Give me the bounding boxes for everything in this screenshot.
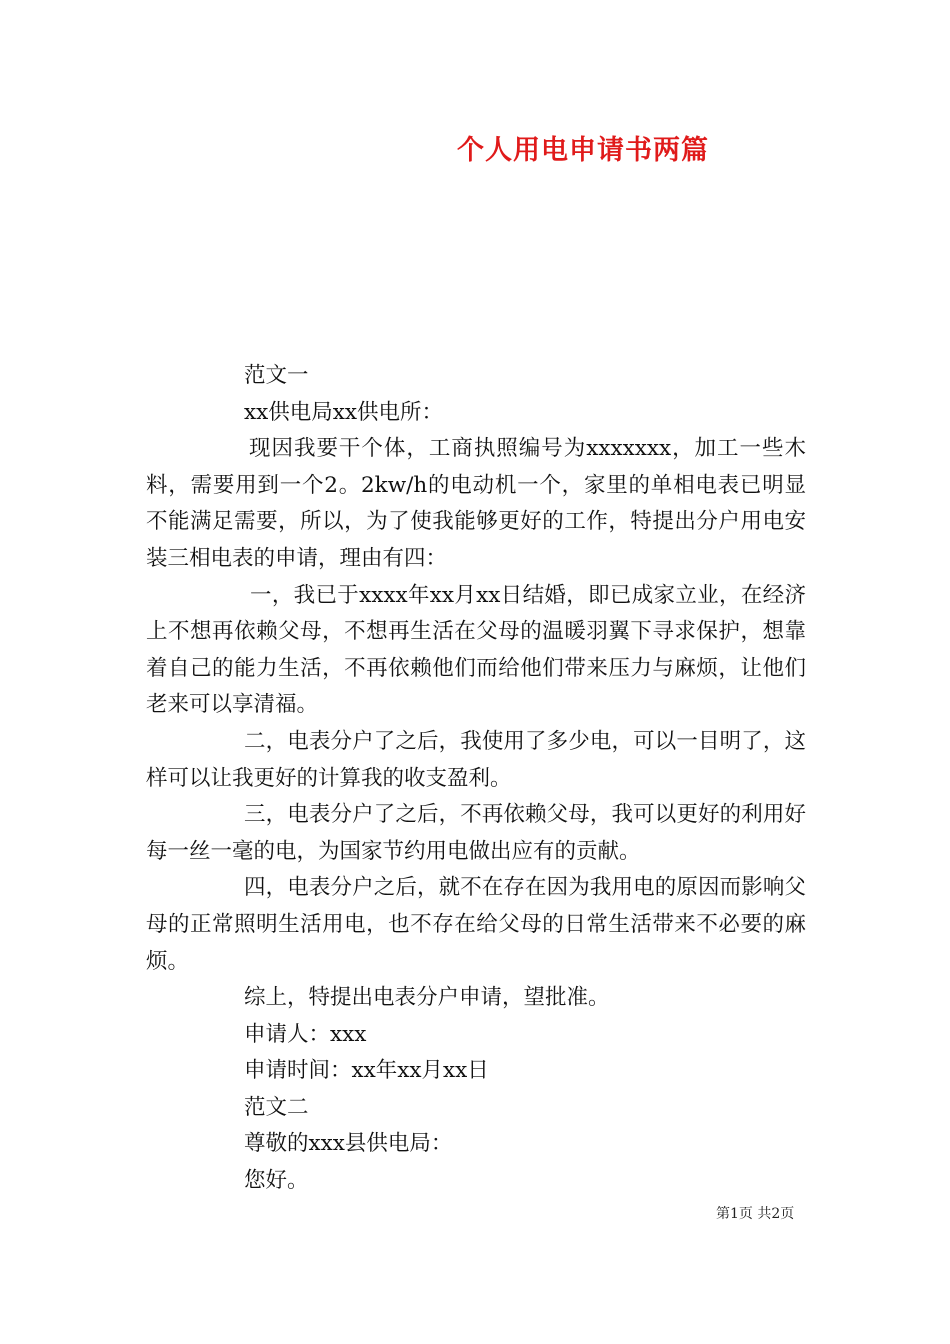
- reason-1-paragraph: 一，我已于xxxx年xx月xx日结婚，即已成家立业，在经济上不想再依赖父母，不想再生活在父母的温暖羽翼下寻求保护，想靠着自己的能力生活，不再依赖他们而给他们带来压力与麻烦，让他们老来可以享清福。: [146, 582, 806, 718]
- reason-3-paragraph: 三，电表分户了之后，不再依赖父母，我可以更好的利用好每一丝一毫的电，为国家节约用电做出应有的贡献。: [146, 802, 806, 864]
- document-body: [146, 358, 806, 1200]
- page-title: 个人用电申请书两篇: [457, 135, 709, 166]
- reason-2-paragraph: 二，电表分户了之后，我使用了多少电，可以一目明了，这样可以让我更好的计算我的收支盈利。: [146, 728, 806, 791]
- salutation-2: 尊敬的xxx县供电局：: [244, 1131, 453, 1157]
- page-number-footer: 第1页 共2页: [716, 1206, 795, 1222]
- reason-4-paragraph: 四，电表分户之后，就不在存在因为我用电的原因而影响父母的正常照明生活用电，也不存在给父母的日常生活带来不必要的麻烦。: [146, 875, 806, 974]
- salutation-1: xx供电局xx供电所：: [244, 399, 444, 425]
- conclusion-line: 综上，特提出电表分户申请，望批准。: [244, 985, 610, 1011]
- intro-paragraph: 现因我要干个体，工商执照编号为xxxxxxx，加工一些木料，需要用到一个2。2kw/h的电动机一个，家里的单相电表已明显不能满足需要，所以，为了使我能够更好的工作，特提出分户用电安装三相电表的申请，理由有四：: [146, 436, 806, 571]
- applicant-line: 申请人：xxx: [244, 1021, 367, 1047]
- apply-date-line: 申请时间：xx年xx月xx日: [244, 1058, 489, 1084]
- section1-heading: 范文一: [244, 363, 309, 388]
- greeting-line: 您好。: [244, 1168, 309, 1194]
- section2-heading: 范文二: [244, 1094, 309, 1120]
